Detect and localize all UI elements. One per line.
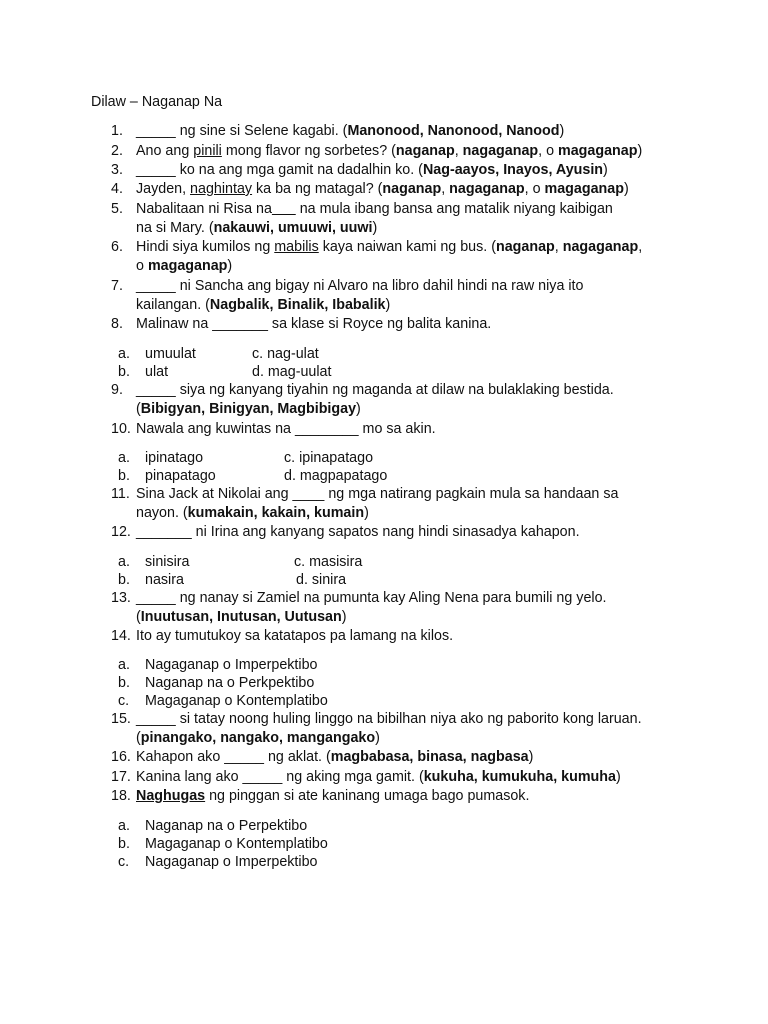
question-5: 5. Nabalitaan ni Risa na na mula ibang bansa ang matalik niyang kaibigan na si Mary. (nakauwi, umuuwi, uuwi) <box>111 201 613 236</box>
question-9: 9. _____ siya ng kanyang tiyahin ng maganda at dilaw na bulaklaking bestida. (Bibigyan, Binigyan, Magbibigay) <box>111 382 614 417</box>
question-number: 9. <box>111 382 123 398</box>
worksheet-title: Dilaw – Naganap Na <box>91 94 223 110</box>
question-number: 15. <box>111 711 131 727</box>
underlined-word: naghintay <box>190 181 253 197</box>
option-c: c. nag-ulat <box>252 346 319 362</box>
option-b: b. ulat <box>118 364 169 380</box>
question-18: 18. Naghugas ng pinggan si ate kaninang umaga bago pumasok. <box>111 788 530 804</box>
choices: Manonood, Nanonood, Nanood <box>347 123 560 139</box>
question-number: 7. <box>111 278 123 294</box>
option-a: a. sinisira <box>118 554 190 570</box>
question-number: 1. <box>111 123 123 139</box>
choices: kukuha, kumukuha, kumuha <box>423 769 616 785</box>
question-10: 10. Nawala ang kuwintas na ________ mo sa akin. <box>111 421 436 437</box>
option-b: b. nasira <box>118 572 184 588</box>
choices: nakauwi, umuuwi, uuwi <box>213 220 373 236</box>
option-a: a. Nagaganap o Imperpektibo <box>118 657 318 673</box>
question-number: 8. <box>111 316 123 332</box>
underlined-word: mabilis <box>274 239 319 255</box>
option-d: d. sinira <box>296 572 347 588</box>
option-c: c. masisira <box>294 554 363 570</box>
question-number: 11. <box>111 486 130 502</box>
option-b: b. Naganap na o Perkpektibo <box>118 675 315 691</box>
question-3: 3. _____ ko na ang mga gamit na dadalhin ko. (Nag-aayos, Inayos, Ayusin) <box>111 162 608 178</box>
question-16: 16. Kahapon ako _____ ng aklat. (magbabasa, binasa, nagbasa) <box>111 749 534 765</box>
question-14: 14. Ito ay tumutukoy sa katatapos pa lamang na kilos. <box>111 628 454 644</box>
choices: Bibigyan, Binigyan, Magbibigay <box>140 401 357 417</box>
choices: kumakain, kakain, kumain <box>187 505 365 521</box>
question-number: 16. <box>111 749 131 765</box>
choices: Inuutusan, Inutusan, Uutusan <box>140 609 342 625</box>
question-number: 17. <box>111 769 131 785</box>
question-6: 6. Hindi siya kumilos ng mabilis kaya naiwan kami ng bus. (naganap, nagaganap, o magaganap) <box>111 239 643 274</box>
option-a: a. Naganap na o Perpektibo <box>118 818 308 834</box>
question-number: 12. <box>111 524 131 540</box>
choices: pinangako, nangako, mangangako <box>140 730 376 746</box>
question-7: 7. _____ ni Sancha ang bigay ni Alvaro na libro dahil hindi na raw niya ito kailangan. (Nagbalik, Binalik, Ibabalik) <box>111 278 584 313</box>
option-b: b. Magaganap o Kontemplatibo <box>118 836 328 852</box>
option-c: c. Nagaganap o Imperpektibo <box>118 854 318 870</box>
question-15: 15. _____ si tatay noong huling linggo na bibilhan niya ako ng paborito kong laruan. (pinangako, nangako, mangangako) <box>111 711 642 746</box>
question-number: 6. <box>111 239 123 255</box>
underlined-word: Naghugas <box>136 788 206 804</box>
option-c: c. ipinapatago <box>284 450 374 466</box>
question-number: 10. <box>111 421 131 437</box>
question-11: 11. Sina Jack at Nikolai ang ____ ng mga natirang pagkain mula sa handaan sa nayon. (kumakain, kakain, kumain) <box>111 486 619 521</box>
question-number: 3. <box>111 162 123 178</box>
underlined-word: pinili <box>193 143 222 159</box>
question-number: 5. <box>111 201 123 217</box>
choices: Nagbalik, Binalik, Ibabalik <box>209 297 386 313</box>
question-12: 12. _______ ni Irina ang kanyang sapatos nang hindi sinasadya kahapon. <box>111 524 580 540</box>
question-number: 14. <box>111 628 131 644</box>
question-number: 4. <box>111 181 123 197</box>
question-17: 17. Kanina lang ako _____ ng aking mga gamit. (kukuha, kumukuha, kumuha) <box>111 769 621 785</box>
question-number: 13. <box>111 590 131 606</box>
answer-blank <box>272 201 296 217</box>
option-a: a. ipinatago <box>118 450 204 466</box>
option-a: a. umuulat <box>118 346 196 362</box>
option-c: c. Magaganap o Kontemplatibo <box>118 693 328 709</box>
question-1: 1. _____ ng sine si Selene kagabi. (Manonood, Nanonood, Nanood) <box>111 123 565 139</box>
option-d: d. mag-uulat <box>252 364 332 380</box>
choices: Nag-aayos, Inayos, Ayusin <box>422 162 604 178</box>
option-d: d. magpapatago <box>284 468 388 484</box>
choices: magbabasa, binasa, nagbasa <box>330 749 529 765</box>
option-b: b. pinapatago <box>118 468 216 484</box>
question-number: 2. <box>111 143 123 159</box>
question-13: 13. _____ ng nanay si Zamiel na pumunta kay Aling Nena para bumili ng yelo. (Inuutusan, Inutusan, Uutusan) <box>111 590 607 625</box>
question-8: 8. Malinaw na _______ sa klase si Royce ng balita kanina. <box>111 316 492 332</box>
question-2: 2. Ano ang pinili mong flavor ng sorbetes? (naganap, nagaganap, o magaganap) <box>111 143 643 159</box>
question-4: 4. Jayden, naghintay ka ba ng matagal? (naganap, nagaganap, o magaganap) <box>111 181 629 197</box>
question-number: 18. <box>111 788 131 804</box>
